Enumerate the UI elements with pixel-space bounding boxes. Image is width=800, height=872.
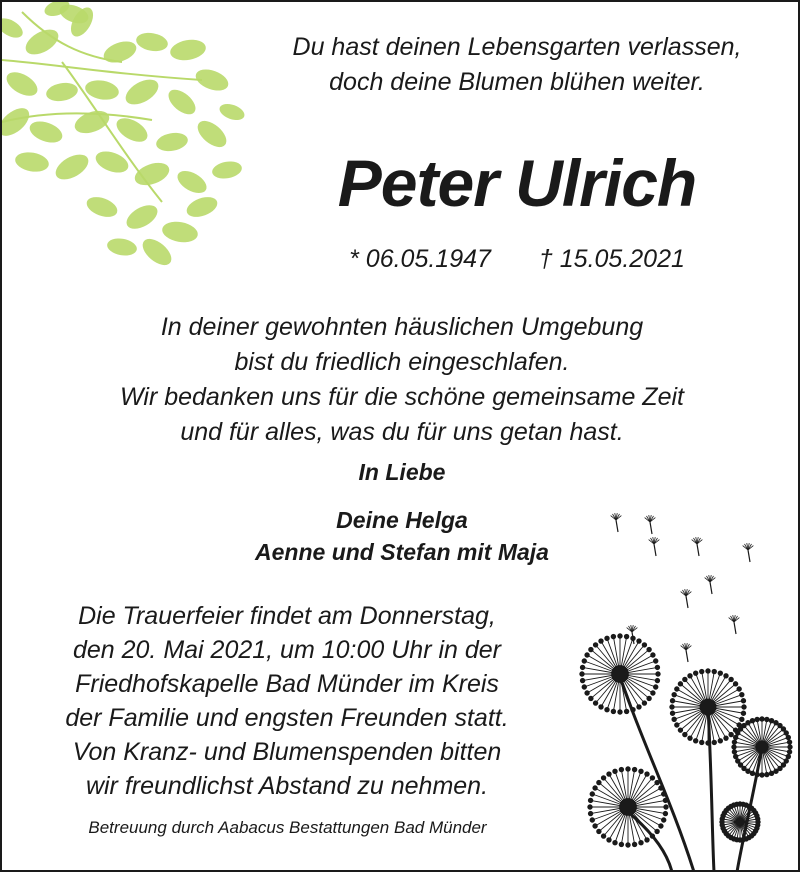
dandelion-icon [562, 502, 800, 872]
message-line: In deiner gewohnten häuslichen Umgebung [160, 313, 644, 341]
quote-line: Du hast deinen Lebensgarten verlassen, [292, 33, 742, 61]
funeral-line: den 20. Mai 2021, um 10:00 Uhr in der [72, 636, 502, 664]
quote-line: doch deine Blumen blühen weiter. [329, 68, 705, 96]
farewell-message [2, 310, 800, 450]
deceased-name: Peter Ulrich [337, 146, 697, 220]
signoff: In Liebe [358, 459, 446, 485]
funeral-line: Friedhofskapelle Bad Münder im Kreis [75, 670, 499, 698]
funeral-line: Die Trauerfeier findet am Donnerstag, [78, 602, 496, 630]
funeral-line: der Familie und engsten Freunden statt. [65, 704, 509, 732]
birth-date: * 06.05.1947 [349, 245, 491, 273]
funeral-line: Von Kranz- und Blumenspenden bitten [72, 738, 502, 766]
funeral-line: wir freundlichst Abstand zu nehmen. [85, 772, 489, 800]
message-line: bist du friedlich eingeschlafen. [234, 348, 570, 376]
funeral-details [22, 599, 552, 803]
mourner-line: Deine Helga [336, 507, 468, 533]
funeral-home-credit: Betreuung durch Aabacus Bestattungen Bad Münder [88, 818, 487, 837]
message-line: und für alles, was du für uns getan hast. [180, 418, 624, 446]
life-dates [302, 242, 732, 276]
message-line: Wir bedanken uns für die schöne gemeinsame Zeit [120, 383, 684, 411]
death-date: † 15.05.2021 [538, 245, 685, 273]
memorial-quote [252, 30, 782, 100]
mourner-line: Aenne und Stefan mit Maja [255, 539, 549, 565]
leaf-branch-icon [2, 2, 252, 282]
